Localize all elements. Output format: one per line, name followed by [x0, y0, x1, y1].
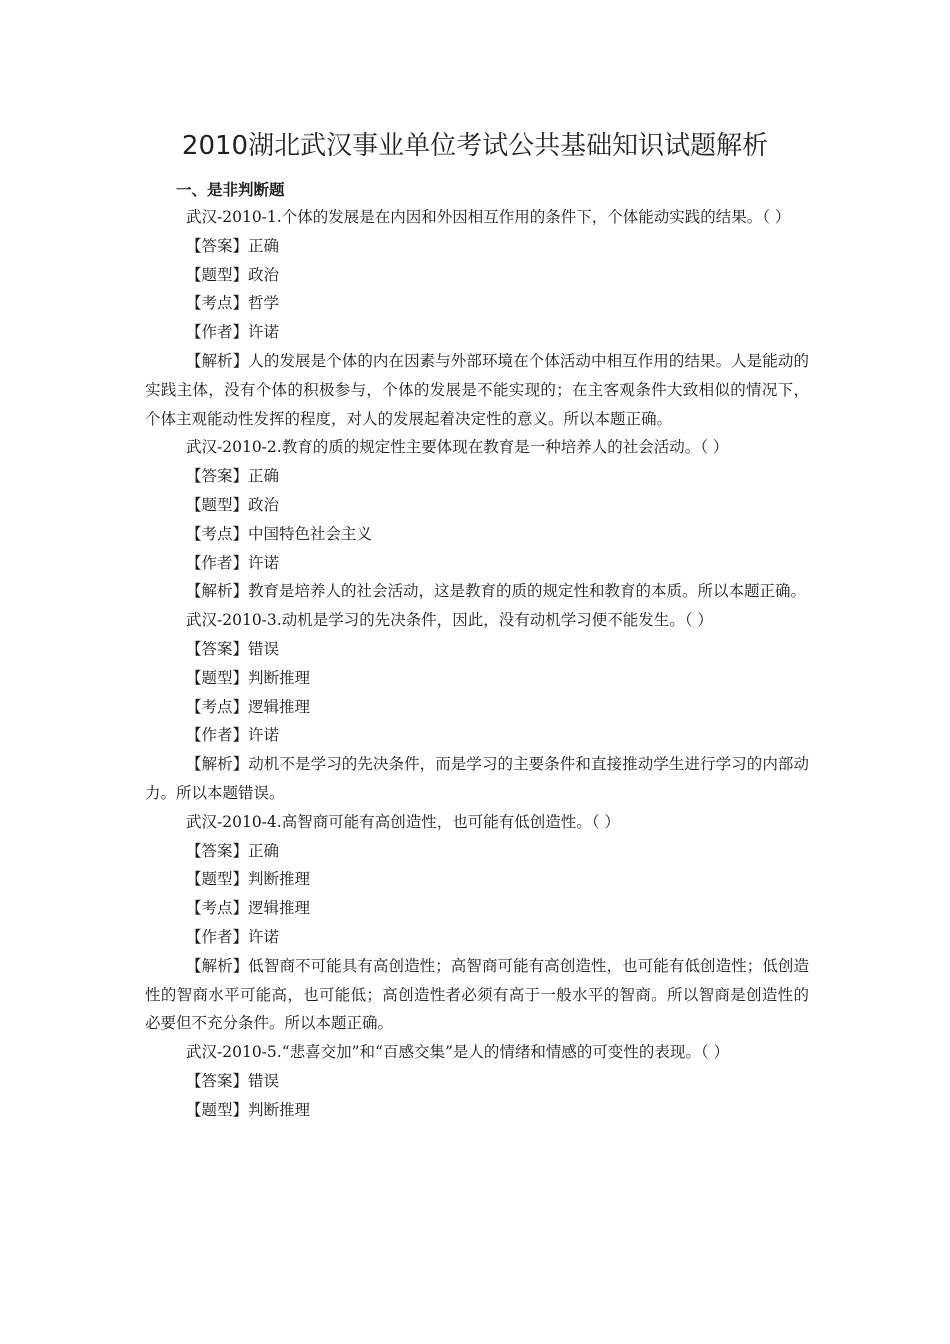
answer-line-3: 【答案】错误 [186, 639, 280, 658]
analysis-paragraph-4: 【解析】低智商不可能具有高创造性；高智商可能有高创造性，也可能有低创造性；低创造性的智商水平可能高，也可能低；高创造性者必须有高于一般水平的智商。所以智商是创造性的必要但不充分条件。所以本题正确。 [145, 956, 809, 1033]
point-line-3: 【考点】逻辑推理 [186, 697, 311, 716]
author-line-4: 【作者】许诺 [186, 927, 280, 946]
answer-line-1: 【答案】正确 [186, 236, 280, 255]
type-line-5: 【题型】判断推理 [186, 1100, 311, 1119]
author-line-3: 【作者】许诺 [186, 726, 280, 745]
document-title: 2010湖北武汉事业单位考试公共基础知识试题解析 [181, 131, 769, 161]
analysis-paragraph-2: 【解析】教育是培养人的社会活动，这是教育的质的规定性和教育的本质。所以本题正确。 [186, 582, 807, 601]
analysis-paragraph-3: 【解析】动机不是学习的先决条件，而是学习的主要条件和直接推动学生进行学习的内部动力。所以本题错误。 [145, 755, 809, 802]
type-line-1: 【题型】政治 [186, 265, 280, 284]
type-line-4: 【题型】判断推理 [186, 870, 311, 889]
point-line-4: 【考点】逻辑推理 [186, 899, 311, 918]
author-line-2: 【作者】许诺 [186, 553, 280, 572]
type-line-2: 【题型】政治 [186, 495, 280, 514]
question-stem-3: 武汉-2010-3.动机是学习的先决条件，因此，没有动机学习便不能发生。（ ） [186, 611, 713, 630]
analysis-paragraph-1: 【解析】人的发展是个体的内在因素与外部环境在个体活动中相互作用的结果。人是能动的实践主体，没有个体的积极参与，个体的发展是不能实现的；在主客观条件大致相似的情况下，个体主观能动性发挥的程度，对人的发展起着决定性的意义。所以本题正确。 [145, 351, 809, 428]
point-line-1: 【考点】哲学 [186, 294, 280, 313]
type-line-3: 【题型】判断推理 [186, 668, 311, 687]
question-stem-1: 武汉-2010-1.个体的发展是在内因和外因相互作用的条件下，个体能动实践的结果。（ ） [186, 208, 791, 226]
document-body [145, 203, 809, 1125]
answer-line-4: 【答案】正确 [186, 841, 280, 860]
question-stem-2: 武汉-2010-2.教育的质的规定性主要体现在教育是一种培养人的社会活动。（ ） [186, 438, 729, 457]
point-line-2: 【考点】中国特色社会主义 [186, 524, 373, 543]
question-stem-5: 武汉-2010-5.“悲喜交加”和“百感交集”是人的情绪和情感的可变性的表现。（ ） [186, 1043, 730, 1062]
question-stem-4: 武汉-2010-4.高智商可能有高创造性，也可能有低创造性。（ ） [186, 812, 620, 831]
author-line-1: 【作者】许诺 [186, 323, 280, 342]
answer-line-2: 【答案】正确 [186, 467, 280, 486]
section-heading: 一、是非判断题 [176, 181, 285, 199]
answer-line-5: 【答案】错误 [186, 1071, 280, 1090]
